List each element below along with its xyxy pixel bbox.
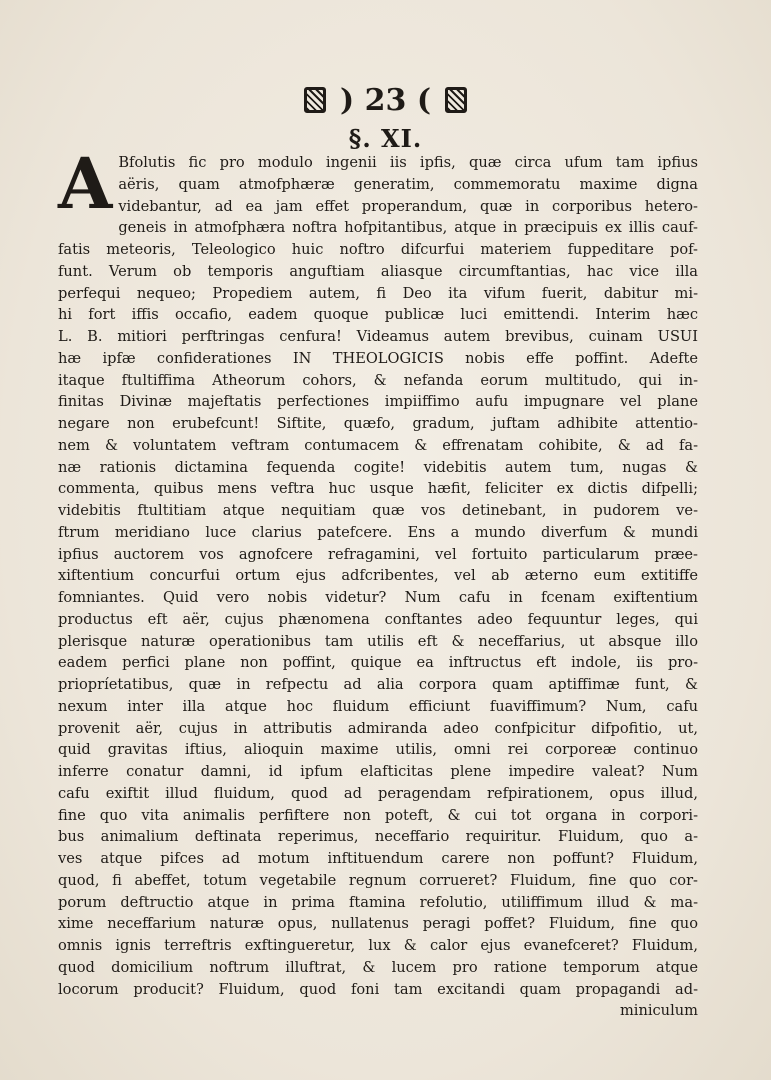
- text-line: finitas Divinæ majeftatis perfectiones impiiffimo aufu impugnare vel plane: [58, 393, 698, 411]
- drop-cap: A: [58, 142, 113, 225]
- text-line: aëris, quam atmofphæræ generatim, commemoratu maxime digna: [118, 175, 698, 193]
- text-line: xime neceffarium naturæ opus, nullatenus peragi poffet? Fluidum, fine quo: [58, 915, 698, 933]
- text-line: videbitis ftultitiam atque nequitiam quæ vos detinebant, in pudorem ve-: [58, 502, 698, 519]
- text-line: ipfius auctorem vos agnofcere refragamini, vel fortuito particularum præe-: [58, 545, 698, 563]
- text-line: xiftentium concurfui ortum ejus adfcribentes, vel ab æterno eum extitiffe: [58, 567, 698, 585]
- page-number: ) 23 (: [339, 82, 432, 118]
- body-text: [58, 142, 698, 1022]
- right-ornament-icon: [445, 87, 467, 113]
- left-ornament-icon: [304, 87, 326, 113]
- text-line: locorum producit? Fluidum, quod foni tam excitandi quam propagandi ad-: [58, 980, 698, 998]
- catchword: miniculum: [619, 1002, 698, 1020]
- text-line: quod domicilium noftrum illuftrat, & lucem pro ratione temporum atque: [58, 958, 698, 976]
- text-line: geneis in atmofphæra noftra hofpitantibus, atque in præcipuis ex illis cauf-: [118, 219, 698, 237]
- text-line: perfequi nequeo; Propediem autem, fi Deo ita vifum fuerit, dabitur mi-: [58, 284, 698, 302]
- text-line: hæ ipfæ confiderationes IN THEOLOGICIS nobis effe poffint. Adefte: [58, 349, 698, 367]
- text-line: porum deftructio atque in prima ftamina refolutio, utiliffimum illud & ma-: [58, 893, 698, 911]
- text-line: videbantur, ad ea jam effet properandum, quæ in corporibus hetero-: [118, 197, 698, 215]
- text-line: ves atque pifces ad motum inftituendum carere non poffunt? Fluidum,: [58, 850, 698, 867]
- text-line: nexum inter illa atque hoc fluidum efficiunt fuaviffimum? Num, cafu: [58, 697, 698, 715]
- text-line: fatis meteoris, Teleologico huic noftro difcurfui materiem fuppeditare pof-: [58, 241, 698, 258]
- text-line: cafu exiftit illud fluidum, quod ad peragendam refpirationem, opus illud,: [58, 784, 698, 802]
- text-line: ftrum meridiano luce clarius patefcere. Ens a mundo diverfum & mundi: [58, 523, 698, 541]
- text-line: inferre conatur damni, id ipfum elafticitas plene impedire valeat? Num: [58, 763, 698, 780]
- text-line: fomniantes. Quid vero nobis videtur? Num cafu in fcenam exiftentium: [58, 589, 698, 606]
- section-title: §. XI.: [348, 124, 423, 153]
- text-line: L. B. mitiori perftringas cenfura! Videamus autem brevibus, cuinam USUI: [58, 328, 698, 345]
- page-header: [0, 80, 771, 120]
- text-line: Bfolutis fic pro modulo ingenii iis ipfis, quæ circa ufum tam ipfius: [118, 154, 698, 171]
- paragraph-lines: [58, 217, 698, 1000]
- text-line: bus animalium deftinata reperimus, neceffario requiritur. Fluidum, quo a-: [58, 828, 698, 846]
- text-line: provenit aër, cujus in attributis admiranda adeo confpicitur difpofitio, ut,: [58, 719, 698, 737]
- text-line: commenta, quibus mens veftra huc usque hæfit, feliciter ex dictis difpelli;: [58, 480, 698, 498]
- text-line: itaque ftultiffima Atheorum cohors, & nefanda eorum multitudo, qui in-: [58, 371, 698, 389]
- text-line: priopríetatibus, quæ in refpectu ad alia corpora quam aptiffimæ funt, &: [58, 676, 698, 693]
- text-line: omnis ignis terreftris exftingueretur, lux & calor ejus evanefceret? Fluidum,: [58, 937, 698, 954]
- text-line: funt. Verum ob temporis anguftiam aliasque circumftantias, hac vice illa: [58, 262, 698, 280]
- opening-paragraph: [58, 142, 698, 225]
- text-line: hi fort iffis occafio, eadem quoque publicæ luci emittendi. Interim hæc: [58, 306, 698, 324]
- text-line: quid gravitas iftius, alioquin maxime utilis, omni rei corporeæ continuo: [58, 741, 698, 759]
- text-line: fine quo vita animalis perfiftere non poteft, & cui tot organa in corpori-: [58, 806, 698, 824]
- text-line: eadem perfici plane non poffint, quique ea inftructus eft indole, iis pro-: [58, 654, 698, 672]
- text-line: productus eft aër, cujus phænomena conftantes adeo fequuntur leges, qui: [58, 610, 698, 628]
- text-line: plerisque naturæ operationibus tam utilis eft & neceffarius, ut absque illo: [58, 632, 698, 650]
- text-line: næ rationis dictamina fequenda cogite! videbitis autem tum, nugas &: [58, 458, 698, 476]
- text-line: nem & voluntatem veftram contumacem & effrenatam cohibite, & ad fa-: [58, 436, 698, 454]
- text-line: quod, fi abeffet, totum vegetabile regnum corrueret? Fluidum, fine quo cor-: [58, 871, 698, 889]
- text-line: negare non erubefcunt! Siftite, quæfo, gradum, juftam adhibite attentio-: [58, 415, 698, 432]
